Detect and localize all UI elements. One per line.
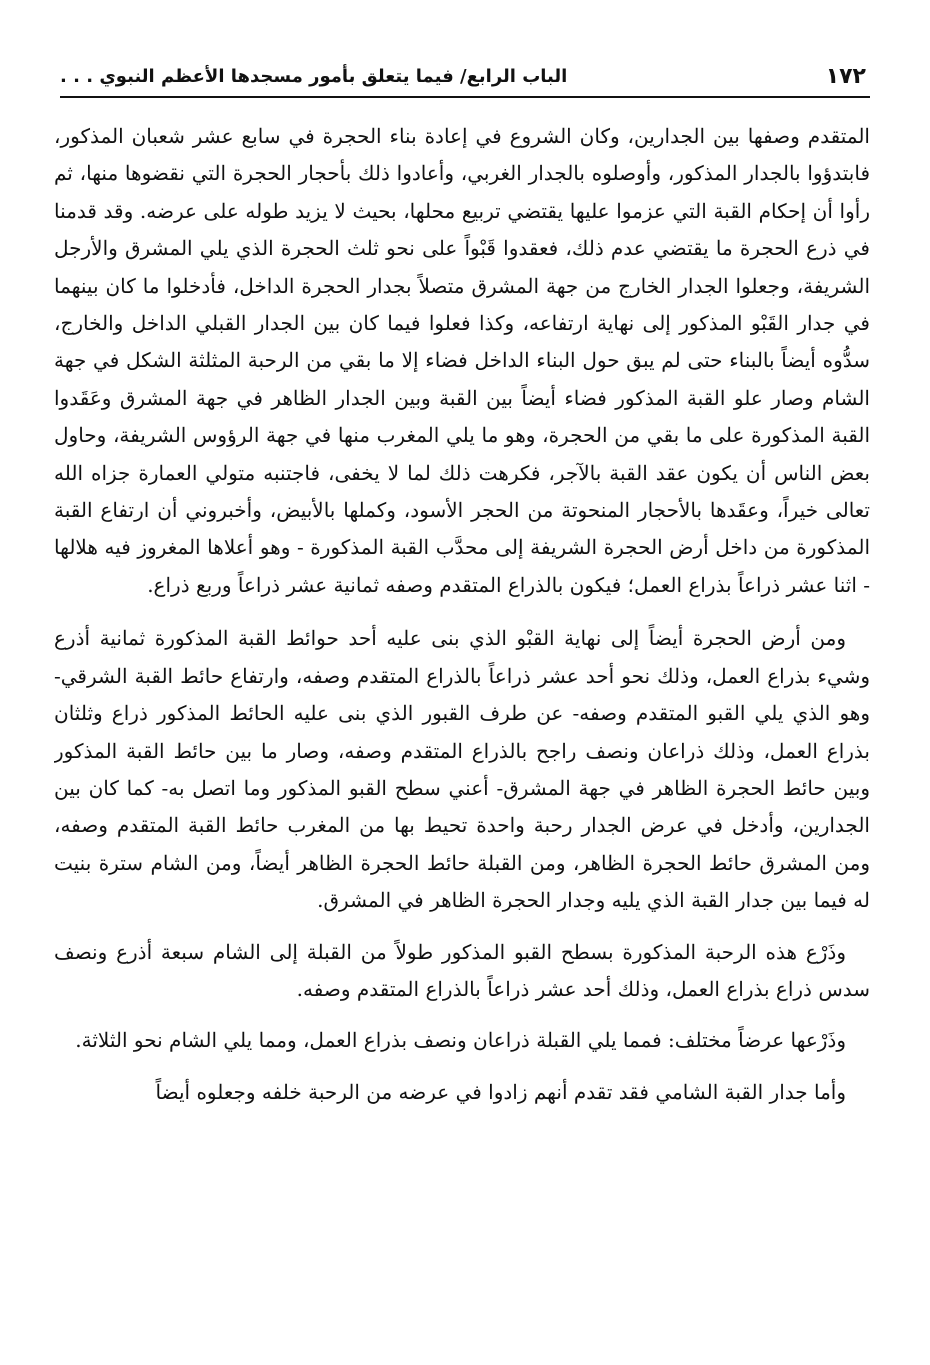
paragraph: وذَرْعها عرضاً مختلف: فمما يلي القبلة ذراعان ونصف بذراع العمل، ومما يلي الشام نحو الثلاثة. — [75, 1028, 846, 1053]
paragraph: وأما جدار القبة الشامي فقد تقدم أنهم زادوا في عرضه من الرحبة خلفه وجعلوه أيضاً — [155, 1079, 846, 1104]
running-header — [60, 52, 870, 98]
chapter-title: الباب الرابع/ فيما يتعلق بأمور مسجدها الأعظم النبوي . . . — [60, 66, 568, 87]
body-text — [54, 118, 870, 1353]
paragraph: وذَرْع هذه الرحبة المذكورة بسطح القبو المذكور طولاً من القبلة إلى الشام سبعة أذرع ونصف سدس ذراع بذراع العمل، وذلك أحد عشر ذراعاً بالذراع المتقدم وصفه. — [54, 939, 870, 1001]
paragraph-continuation: المتقدم وصفها بين الجدارين، وكان الشروع في إعادة بناء الحجرة في سابع عشر شعبان المذكور، فابتدؤوا بالجدار المذكور، وأوصلوه بالجدار الغربي، وأعادوا ذلك بأحجار الحجرة التي نقضوها منها، ثم رأوا أن إحكام القبة التي عزموا عليها يقتضي تربيع محلها، بحيث لا يزيد طوله على عرضه. وقد قدمنا في ذرع الحجرة ما يقتضي عدم ذلك، فعقدوا قَبْواً على نحو ثلث الحجرة الذي يلي المشرق والأرجل الشريفة، وجعلوا الجدار الخارج من جهة المشرق متصلاً بجدار الحجرة الداخل، فأدخلوا ما كان بينهما في جدار القَبْو المذكور إلى نهاية ارتفاعه، وكذا فعلوا فيما كان بين الجدار القبلي الداخل والخارج، سدُّوه أيضاً بالبناء حتى لم يبق حول البناء الداخل فضاء إلا ما بقي من الرحبة المثلثة الشكل في جهة الشام وصار علو القبة المذكور فضاء أيضاً بين القبة وبين الجدار الظاهر في جهة المشرق وعَقَدوا القبة المذكورة على ما بقي من الحجرة، وهو ما يلي المغرب منها في جهة الرؤوس الشريفة، وحاول بعض الناس أن يكون عقد القبة بالآجر، فكرهت ذلك لما لا يخفى، فاجتنبه متولي العمارة جزاه الله تعالى خيراً، وعقَدها بالأحجار المنحوتة من الحجر الأسود، وكملها بالأبيض، وأخبروني أن ارتفاع القبة المذكورة من داخل أرض الحجرة الشريفة إلى محدَّب القبة المذكورة - وهو أعلاها المغروز فيه هلالها - اثنا عشر ذراعاً بذراع العمل؛ فيكون بالذراع المتقدم وصفه ثمانية عشر ذراعاً وربع ذراع. — [54, 124, 870, 597]
paragraph: ومن أرض الحجرة أيضاً إلى نهاية القبْو الذي بنى عليه أحد حوائط القبة المذكورة ثمانية أذرع وشيء بذراع العمل، وذلك نحو أحد عشر ذراعاً بالذراع المتقدم وصفه، وارتفاع حائط القبة الشرقي- وهو الذي يلي القبو المتقدم وصفه- عن طرف القبور الذي بنى عليه الحائط المذكور ذراع وثلثان بذراع العمل، وذلك ذراعان ونصف راجح بالذراع المتقدم وصفه، وصار ما بين حائط القبة المذكور وبين حائط الحجرة الظاهر في جهة المشرق- أعني سطح القبو المذكور وما اتصل به- كما كان بين الجدارين، وأدخل في عرض الجدار رحبة واحدة تحيط بها من المغرب حائط القبة المتقدم وصفه، ومن المشرق حائط الحجرة الظاهر، ومن القبلة حائط الحجرة الظاهر أيضاً، ومن الشام سترة بنيت له فيما بين جدار القبة الذي يليه وجدار الحجرة الظاهر في المشرق. — [54, 626, 870, 913]
page-number: ١٧٢ — [825, 64, 866, 89]
